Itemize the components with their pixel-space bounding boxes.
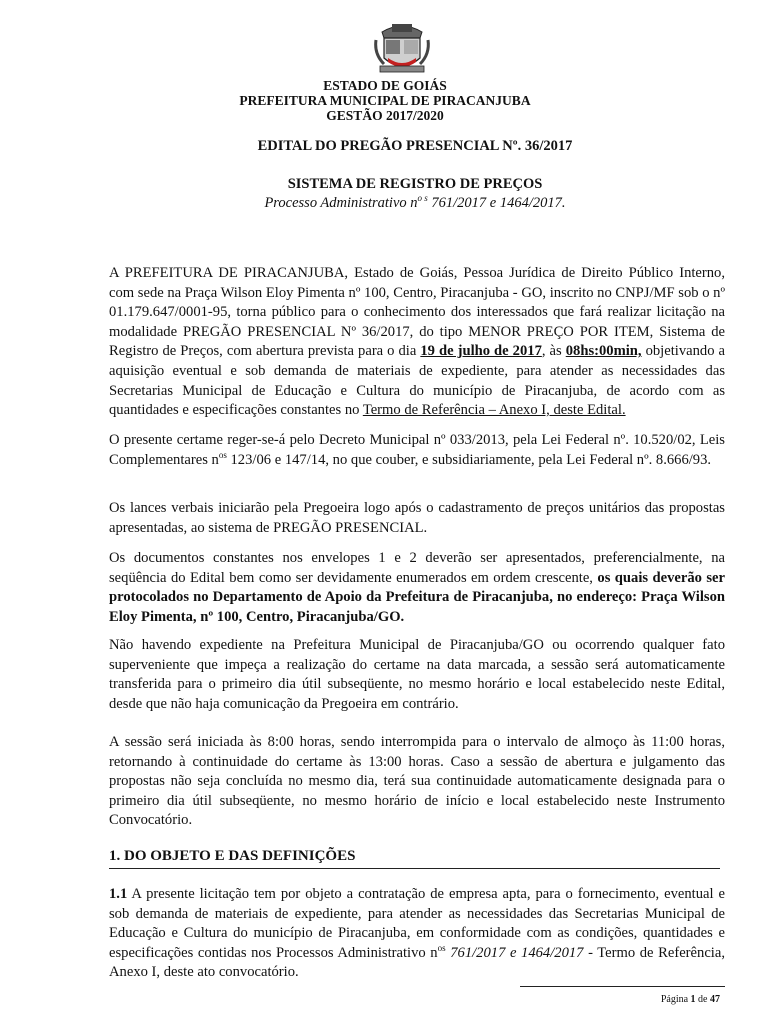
annex-reference: Termo de Referência – Anexo I, deste Edital. <box>362 402 626 419</box>
opening-date: 19 de julho de 2017 <box>420 343 542 360</box>
bids-paragraph: Os lances verbais iniciarão pela Pregoeira logo após o cadastramento de preços unitários das propostas apresentadas, ao sistema de PREGÃO PRESENCIAL. <box>109 500 725 536</box>
process-number: Processo Administrativo $n^{o s}$ 761/2017 e 1464/2017. <box>264 193 566 211</box>
opening-time: 08hs:00min, <box>565 343 642 360</box>
coat-of-arms-icon <box>372 18 432 76</box>
session-hours-paragraph: A sessão será iniciada às 8:00 horas, sendo interrompida para o intervalo de almoço às 11:00 horas, retornando à continuidade do certame às 13:00 horas. Caso a sessão de abertura e julgamento das propostas não seja concluída no mesmo dia, terá sua continuidade automaticamente designada para o primeiro dia útil subseqüente, no mesmo horário de início e local estabelecido neste Instrumento Convocatório. <box>109 734 725 829</box>
documents-paragraph: Os documentos constantes nos envelopes 1 e 2 deverão ser apresentados, preferencialmente, na seqüência do Edital bem como ser devidamente enumerados em ordem crescente, os quais deverão ser protocolados no Departamento de Apoio da Prefeitura de Piracanjuba, no endereço: Praça Wilson Eloy Pimenta, nº 100, Centro, Piracanjuba/GO. <box>109 550 725 625</box>
page-footer: Página 1 de 47 <box>660 994 720 1005</box>
footer-divider <box>520 986 725 987</box>
legal-basis-paragraph: O presente certame reger-se-á pelo Decreto Municipal nº 033/2013, pela Lei Federal nº. 10.520/02, Leis Complementares $n^{os}$ 123/06 e 147/14, no que couber, e subsidiariamente, pela Lei Federal nº. 8.666/93. <box>109 432 725 468</box>
intro-paragraph: A PREFEITURA DE PIRACANJUBA, Estado de Goiás, Pessoa Jurídica de Direito Público Interno, com sede na Praça Wilson Eloy Pimenta nº 100, Centro, Piracanjuba - GO, inscrito no CNPJ/MF sob o nº 01.179.647/0001-95, torna público para o conhecimento dos interessados que fará realizar licitação na modalidade PREGÃO PRESENCIAL Nº 36/2017, do tipo MENOR PREÇO POR ITEM, Sistema de Registro de Preços, com abertura prevista para o dia 19 de julho de 2017, às 08hs:00min, objetivando a aquisição eventual e sob demanda de materiais de expediente, para atender as necessidades das Secretarias Municipal de Educação e Cultura do município de Piracanjuba, de acordo com as quantidades e especificações constantes no Termo de Referência – Anexo I, deste Edital. <box>109 265 725 419</box>
object-paragraph: 1.1 A presente licitação tem por objeto a contratação de empresa apta, para o fornecimento, eventual e sob demanda de materiais de expediente, para atender as necessidades das Secretarias Municipal de Educação e Cultura do município de Piracanjuba, em conformidade com as condições, quantidades e especificações contidas nos Processos Administrativo $n^{os}$ 761/2017 e 1464/2017 - Termo de Referência, Anexo I, deste ato convocatório. <box>109 886 725 981</box>
header-state: ESTADO DE GOIÁS <box>323 78 447 93</box>
section-title-object: 1. DO OBJETO E DAS DEFINIÇÕES <box>109 848 356 864</box>
header-term: GESTÃO 2017/2020 <box>326 108 444 123</box>
system-title: SISTEMA DE REGISTRO DE PREÇOS <box>287 176 543 192</box>
no-session-paragraph: Não havendo expediente na Prefeitura Municipal de Piracanjuba/GO ou ocorrendo qualquer fato superveniente que impeça a realização do certame na data marcada, a sessão será automaticamente transferida para o primeiro dia útil subseqüente, no mesmo horário e local estabelecido neste Edital, desde que não haja comunicação da Pregoeira em contrário. <box>109 637 725 712</box>
header-prefecture: PREFEITURA MUNICIPAL DE PIRACANJUBA <box>239 93 531 108</box>
section-divider <box>109 868 720 869</box>
edital-title: EDITAL DO PREGÃO PRESENCIAL Nº. 36/2017 <box>257 138 573 154</box>
